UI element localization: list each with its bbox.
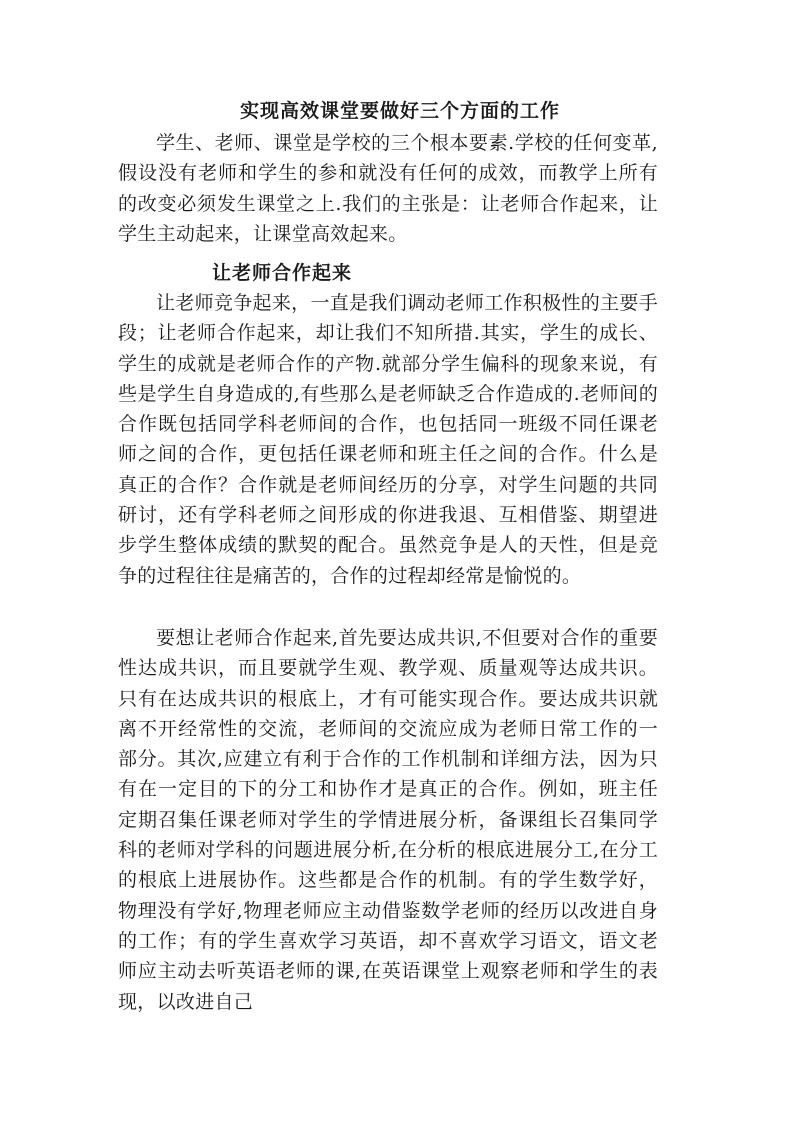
section-heading: 让老师合作起来 — [212, 262, 353, 284]
intro-paragraph: 学生、老师、课堂是学校的三个根本要素.学校的任何变革,假设没有老师和学生的参和就没有任何的成效，而教学上所有的改变必须发生课堂之上.我们的主张是：让老师合作起来，让学生主动起来，让课堂高效起来。 — [118, 132, 658, 245]
document-title: 实现高效课堂要做好三个方面的工作 — [239, 100, 560, 122]
body-paragraph-1: 让老师竞争起来，一直是我们调动老师工作积极性的主要手段；让老师合作起来，却让我们不知所措.其实，学生的成长、学生的成就是老师合作的产物.就部分学生偏科的现象来说，有些是学生自身造成的,有些那么是老师缺乏合作造成的.老师间的合作既包括同学科老师间的合作，也包括同一班级不同任课老师之间的合作，更包括任课老师和班主任之间的合作。什么是真正的合作？合作就是老师间经历的分享，对学生问题的共同研讨，还有学科老师之间形成的你进我退、互相借鉴、期望进步学生整体成绩的默契的配合。虽然竞争是人的天性，但是竞争的过程往往是痛苦的，合作的过程却经常是愉悦的。 — [118, 292, 658, 587]
body-paragraph-2: 要想让老师合作起来,首先要达成共识,不但要对合作的重要性达成共识，而且要就学生观、教学观、质量观等达成共识。只有在达成共识的根底上，才有可能实现合作。要达成共识就离不开经常性的交流，老师间的交流应成为老师日常工作的一部分。其次,应建立有利于合作的工作机制和详细方法，因为只有在一定目的下的分工和协作才是真正的合作。例如，班主任定期召集任课老师对学生的学情进展分析，备课组长召集同学科的老师对学科的问题进展分析,在分析的根底进展分工,在分工的根底上进展协作。这些都是合作的机制。有的学生数学好，物理没有学好,物理老师应主动借鉴数学老师的经历以改进自身的工作；有的学生喜欢学习英语，却不喜欢学习语文，语文老师应主动去听英语老师的课,在英语课堂上观察老师和学生的表现，以改进自己 — [118, 627, 658, 1013]
